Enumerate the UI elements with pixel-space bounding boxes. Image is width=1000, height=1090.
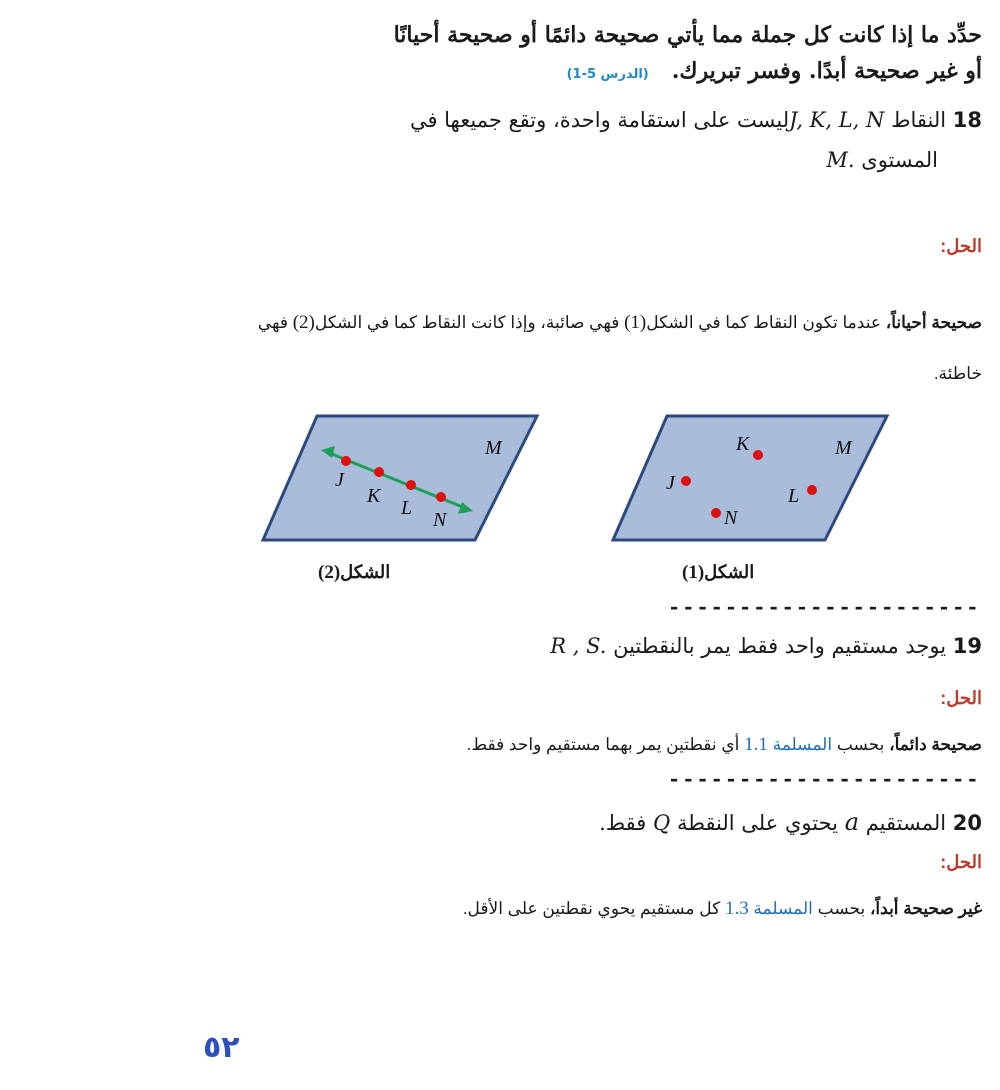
points-label: J, K, L, N [789,108,885,132]
answer-20 [463,898,982,920]
answer-text: عندما تكون النقاط كما في الشكل [646,313,881,332]
answer-text: بحسب [836,735,885,754]
plane-label: M. [826,148,855,172]
answer-verdict: صحيحة أحياناً، [885,313,982,332]
figure-2-caption [318,562,390,584]
instructions-line-1: حدِّد ما إذا كانت كل جملة مما يأتي صحيحة دائمًا أو صحيحة أحيانًا [393,22,982,48]
question-number: 19 [952,634,982,658]
solution-label: الحل: [940,688,982,708]
label-k: K [736,433,750,455]
point-j [341,456,351,466]
point-k [374,467,384,477]
line-variable: a [844,808,859,836]
point-j [681,476,691,486]
plane-shape [613,416,887,540]
solution-label: الحل: [940,852,982,872]
answer-verdict: صحيحة دائماً، [889,735,982,754]
question-19 [550,634,982,658]
label-l: L [401,497,413,519]
caption-number: (2) [318,562,341,583]
question-text: المستقيم [865,811,947,835]
lesson-tag: (الدرس 5-1) [566,67,649,82]
question-text: فقط. [599,811,647,835]
answer-text: فهي [257,313,288,332]
instructions-text: أو غير صحيحة أبدًا. وفسر تبريرك. [671,58,982,84]
points-label: R , S. [550,634,607,658]
answer-verdict: غير صحيحة أبداً، [869,899,982,918]
plane-shape [263,416,537,540]
plane-m-label: M [485,437,502,459]
caption-word: الشكل [704,562,755,582]
point-l [807,485,817,495]
label-k: K [367,485,381,507]
label-j: J [335,469,344,491]
label-l: L [788,485,800,507]
instructions-line-2 [567,58,982,84]
point-n [711,508,721,518]
answer-text: بحسب [817,899,866,918]
point-l [406,480,416,490]
answer-19 [467,734,982,756]
caption-word: الشكل [340,562,391,582]
question-text: يحتوي على النقطة [676,811,838,835]
answer-text: فهي صائبة، وإذا كانت النقاط كما في الشكل [314,313,620,332]
caption-number: (1) [682,562,705,583]
solution-label: الحل: [940,236,982,256]
label-n: N [724,507,738,529]
postulate-number: 1.3 [724,898,749,919]
point-label: Q [653,811,671,835]
question-18 [410,108,982,132]
question-text: النقاط [891,108,947,132]
postulate-link[interactable]: المسلمة [753,899,813,918]
question-text: ليست على استقامة واحدة، وتقع جميعها في [409,108,790,132]
postulate-number: 1.1 [744,734,768,755]
figure-1 [605,408,895,548]
figure-ref: (1) [624,312,647,333]
question-text: يوجد مستقيم واحد فقط يمر بالنقطتين [613,634,947,658]
question-18-line-2 [826,148,938,172]
point-n [436,492,446,502]
answer-18-line-1 [258,312,982,334]
label-n: N [433,509,447,531]
label-j: J [666,472,675,494]
answer-text: أي نقطتين يمر بهما مستقيم واحد فقط. [466,735,740,754]
postulate-link[interactable]: المسلمة [772,735,833,754]
answer-18-line-2: خاطئة. [933,364,982,383]
separator-line: ---------------------- [667,768,980,793]
figure-ref: (2) [292,312,315,333]
question-text: المستوى [861,148,938,172]
question-number: 20 [952,811,982,835]
figure-1-caption [682,562,754,584]
figure-2 [255,408,545,548]
separator-line: ---------------------- [667,596,980,621]
plane-m-label: M [835,437,852,459]
page-number: ٥٢ [203,1030,240,1065]
question-20 [599,808,982,836]
question-number: 18 [952,108,982,132]
point-k [753,450,763,460]
answer-text: كل مستقيم يحوي نقطتين على الأقل. [462,899,721,918]
